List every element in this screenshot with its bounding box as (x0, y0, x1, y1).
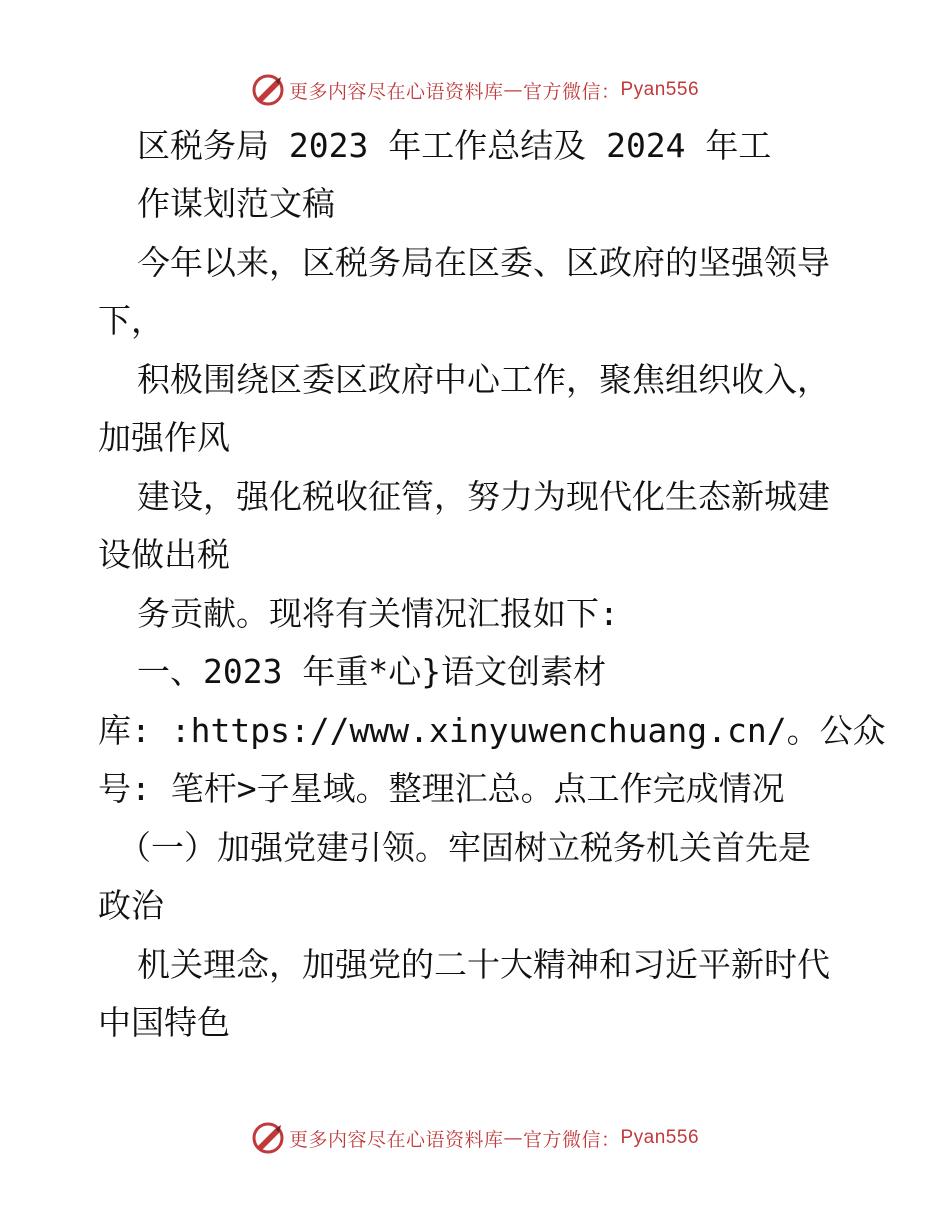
text-line: 号: 笔杆>子星域。整理汇总。点工作完成情况 (98, 769, 785, 808)
text-line: 设做出税 (98, 535, 230, 574)
watermark-wechat-id: Pyan556 (620, 1127, 700, 1148)
watermark-separator: — (503, 1127, 523, 1149)
text-line: 建设，强化税收征管，努力为现代化生态新城建 (137, 477, 830, 516)
text-line: 加强作风 (98, 418, 230, 457)
text-line: 库: :https://www.xinyuwenchuang.cn/。公众 (98, 711, 886, 750)
text-line: （一）加强党建引领。牢固树立税务机关首先是 (118, 828, 811, 867)
watermark-label: 官方微信： (522, 1128, 621, 1151)
text-line: 机关理念，加强党的二十大精神和习近平新时代 (137, 945, 830, 984)
text-line: 一、2023 年重*心}语文创素材 (137, 652, 607, 691)
text-line: 积极围绕区委区政府中心工作，聚焦组织收入， (137, 360, 830, 399)
watermark-separator: — (503, 79, 523, 101)
watermark-brand-text: 更多内容尽在心语资料库 (288, 80, 504, 103)
watermark-label: 官方微信： (522, 80, 621, 103)
quill-logo-icon (251, 73, 285, 107)
text-line: 务贡献。现将有关情况汇报如下: (137, 594, 619, 633)
text-line: 政治 (98, 886, 164, 925)
watermark-wechat-id: Pyan556 (620, 79, 700, 100)
text-line: 下， (98, 301, 164, 340)
watermark-banner-top (0, 70, 950, 110)
watermark-brand-text: 更多内容尽在心语资料库 (288, 1128, 504, 1151)
text-line: 区税务局 2023 年工作总结及 2024 年工 (137, 126, 772, 165)
text-line: 中国特色 (98, 1003, 230, 1042)
text-line: 今年以来，区税务局在区委、区政府的坚强领导 (137, 243, 830, 282)
watermark-banner-bottom (0, 1118, 950, 1158)
quill-logo-icon (251, 1121, 285, 1155)
text-line: 作谋划范文稿 (137, 184, 335, 223)
